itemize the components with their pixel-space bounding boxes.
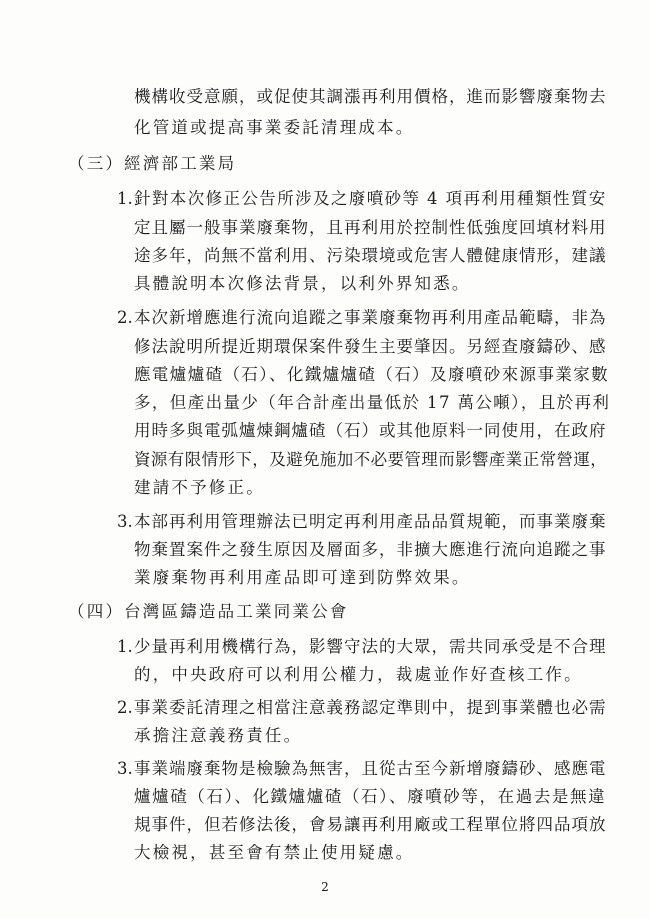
item-number: 2. [117,308,133,327]
item-line: 的，中央政府可以利用公權力，裁處並作好查核工作。 [134,665,583,684]
item-line: 本次新增應進行流向追蹤之事業廢棄物再利用產品範疇，非為 [134,308,607,327]
item-number: 3. [117,759,133,778]
intro-line: 機構收受意願，或促使其調漲再利用價格，進而影響廢棄物去 [134,87,607,106]
item-line: 途多年，尚無不當利用、污染環境或危害人體健康情形，建議 [134,246,607,265]
item-line: 承擔注意義務責任。 [134,726,303,745]
item-line: 應電爐爐碴（石）、化鐵爐爐碴（石）及廢噴砂來源事業家數 [134,365,610,384]
intro-line: 化管道或提高事業委託清理成本。 [134,118,415,137]
section-heading: （三）經濟部工業局 [68,154,237,173]
item-line: 少量再利用機構行為，影響守法的大眾，需共同承受是不合理 [134,637,607,656]
item-line: 大檢視，甚至會有禁止使用疑慮。 [134,843,415,862]
item-number: 3. [117,512,133,531]
item-line: 本部再利用管理辦法已明定再利用產品品質規範，而事業廢棄 [134,512,607,531]
item-line: 針對本次修正公告所涉及之廢噴砂等 4 項再利用種類性質安 [134,189,607,208]
item-line: 事業端廢棄物是檢驗為無害，且從古至今新增廢鑄砂、感應電 [134,759,607,778]
page-number: 2 [321,880,329,894]
item-line: 用時多與電弧爐煉鋼爐碴（石）或其他原料一同使用，在政府 [134,421,607,440]
item-line: 業廢棄物再利用產品即可達到防弊效果。 [134,568,471,587]
item-line: 多，但產出量少（年合計產出量低於 17 萬公噸），且於再利 [134,393,611,412]
section-heading: （四）台灣區鑄造品工業同業公會 [68,602,349,621]
item-number: 1. [117,189,133,208]
item-line: 規事件，但若修法後，會易讓再利用廠或工程單位將四品項放 [134,815,607,834]
item-line: 資源有限情形下，及避免施加不必要管理而影響產業正常營運， [134,450,608,469]
item-line: 修法說明所提近期環保案件發生主要肇因。另經查廢鑄砂、感 [134,337,607,356]
item-number: 1. [117,637,133,656]
item-line: 事業委託清理之相當注意義務認定準則中，提到事業體也必需 [134,698,607,717]
item-line: 爐爐碴（石）、化鐵爐爐碴（石）、廢噴砂等，在過去是無違 [134,787,607,806]
item-line: 具體說明本次修法背景，以利外界知悉。 [134,274,471,293]
item-number: 2. [117,698,133,717]
item-line: 定且屬一般事業廢棄物，且再利用於控制性低強度回填材料用 [134,218,607,237]
item-line: 建請不予修正。 [134,478,265,497]
item-line: 物棄置案件之發生原因及層面多，非擴大應進行流向追蹤之事 [134,540,607,559]
